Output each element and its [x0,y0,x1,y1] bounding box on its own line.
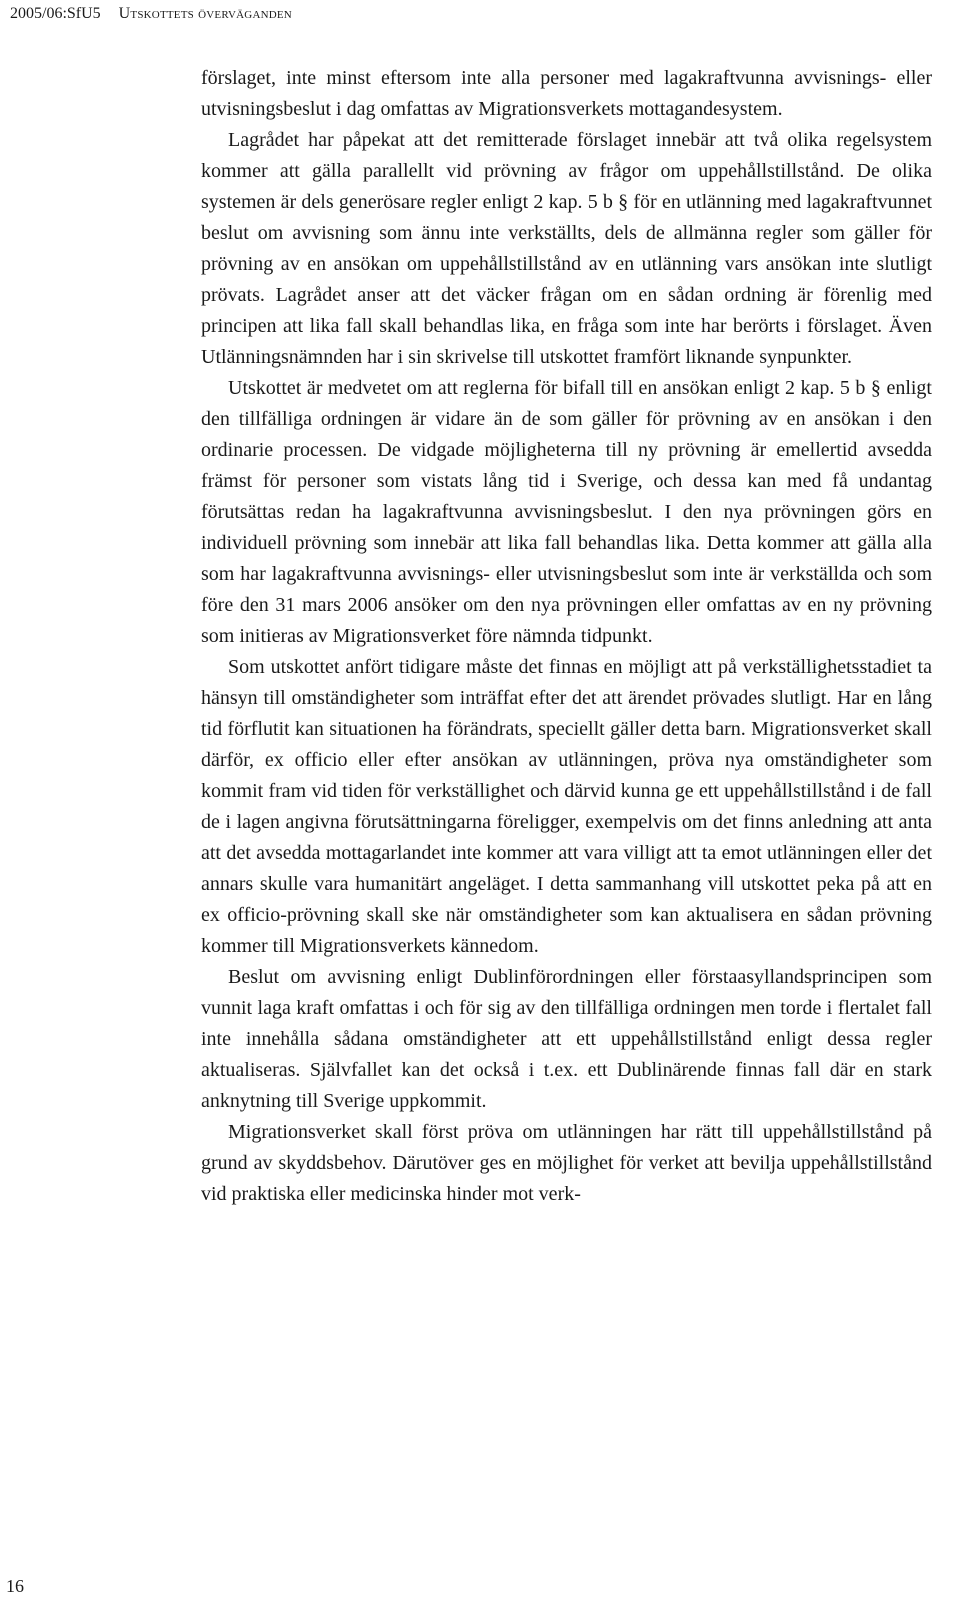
section-title: Utskottets överväganden [118,5,292,22]
paragraph: Lagrådet har påpekat att det remitterade förslaget innebär att två olika regelsystem kommer att gälla parallellt vid prövning av frågor om uppehållstillstånd. De olika systemen är dels generösare regler enligt 2 kap. 5 b § för en utlänning med lagakraftvunnet beslut om avvisning som ännu inte verkställts, dels de allmänna regler som gäller för prövning av en ansökan om uppehållstillstånd av en utlänning vars ansökan inte slutligt prövats. Lagrådet anser att det väcker frågan om en sådan ordning är förenlig med principen att lika fall skall behandlas lika, en fråga som inte har berörts i förslaget. Även Utlänningsnämnden har i sin skrivelse till utskottet framfört liknande synpunkter. [201,129,932,368]
paragraph: Som utskottet anfört tidigare måste det finnas en möjligt att på verkställighetsstadiet ta hänsyn till omständigheter som inträffat efter det att ärendet prövades slutligt. Har en lång tid förflutit kan situationen ha förändrats, speciellt gäller detta barn. Migrationsverket skall därför, ex officio eller efter ansökan av utlänningen, pröva nya omständigheter som kommit fram vid tiden för verkställighet och därvid kunna ge ett uppehållstillstånd i de fall de i lagen angivna förutsättningarna föreligger, exempelvis om det finns anledning att anta att det avsedda mottagarlandet inte kommer att vara villigt att ta emot utlänningen eller det annars skulle vara humanitärt angeläget. I detta sammanhang vill utskottet peka på att en ex officio-prövning skall ske när omständigheter som kan aktualisera en sådan prövning kommer till Migrationsverkets kännedom. [201,656,932,957]
document-id: 2005/06:SfU5 [10,5,101,22]
paragraph: Migrationsverket skall först pröva om utlänningen har rätt till uppehållstillstånd på grund av skyddsbehov. Därutöver ges en möjlighet för verket att bevilja uppehållstillstånd vid praktiska eller medicinska hinder mot verk- [201,1121,932,1205]
body-text [201,63,932,1210]
paragraph-continuation: förslaget, inte minst eftersom inte alla personer med lagakraftvunna avvisnings- eller utvisningsbeslut i dag omfattas av Migrationsverkets mottagandesystem. [201,67,932,120]
paragraph: Beslut om avvisning enligt Dublinförordningen eller förstaasyllandsprincipen som vunnit laga kraft omfattas i och för sig av den tillfälliga ordningen men torde i flertalet fall inte innehålla sådana omständigheter att ett uppehållstillstånd enligt dessa regler aktualiseras. Självfallet kan det också i t.ex. ett Dublinärende finnas fall där en stark anknytning till Sverige uppkommit. [201,966,932,1112]
page-number: 16 [6,1576,24,1596]
running-header [10,4,292,24]
paragraph: Utskottet är medvetet om att reglerna för bifall till en ansökan enligt 2 kap. 5 b § enligt den tillfälliga ordningen är vidare än de som gäller för prövning av en ansökan i den ordinarie processen. De vidgade möjligheterna till ny prövning är emellertid avsedda främst för personer som vistats lång tid i Sverige, och dessa kan med få undantag förutsättas redan ha lagakraftvunna avvisningsbeslut. I den nya prövningen görs en individuell prövning som innebär att lika fall behandlas lika. Detta kommer att gälla alla som har lagakraftvunna avvisnings- eller utvisningsbeslut som inte är verkställda och som före den 31 mars 2006 ansöker om den nya prövningen eller omfattas av en ny prövning som initieras av Migrationsverket före nämnda tidpunkt. [201,377,932,647]
